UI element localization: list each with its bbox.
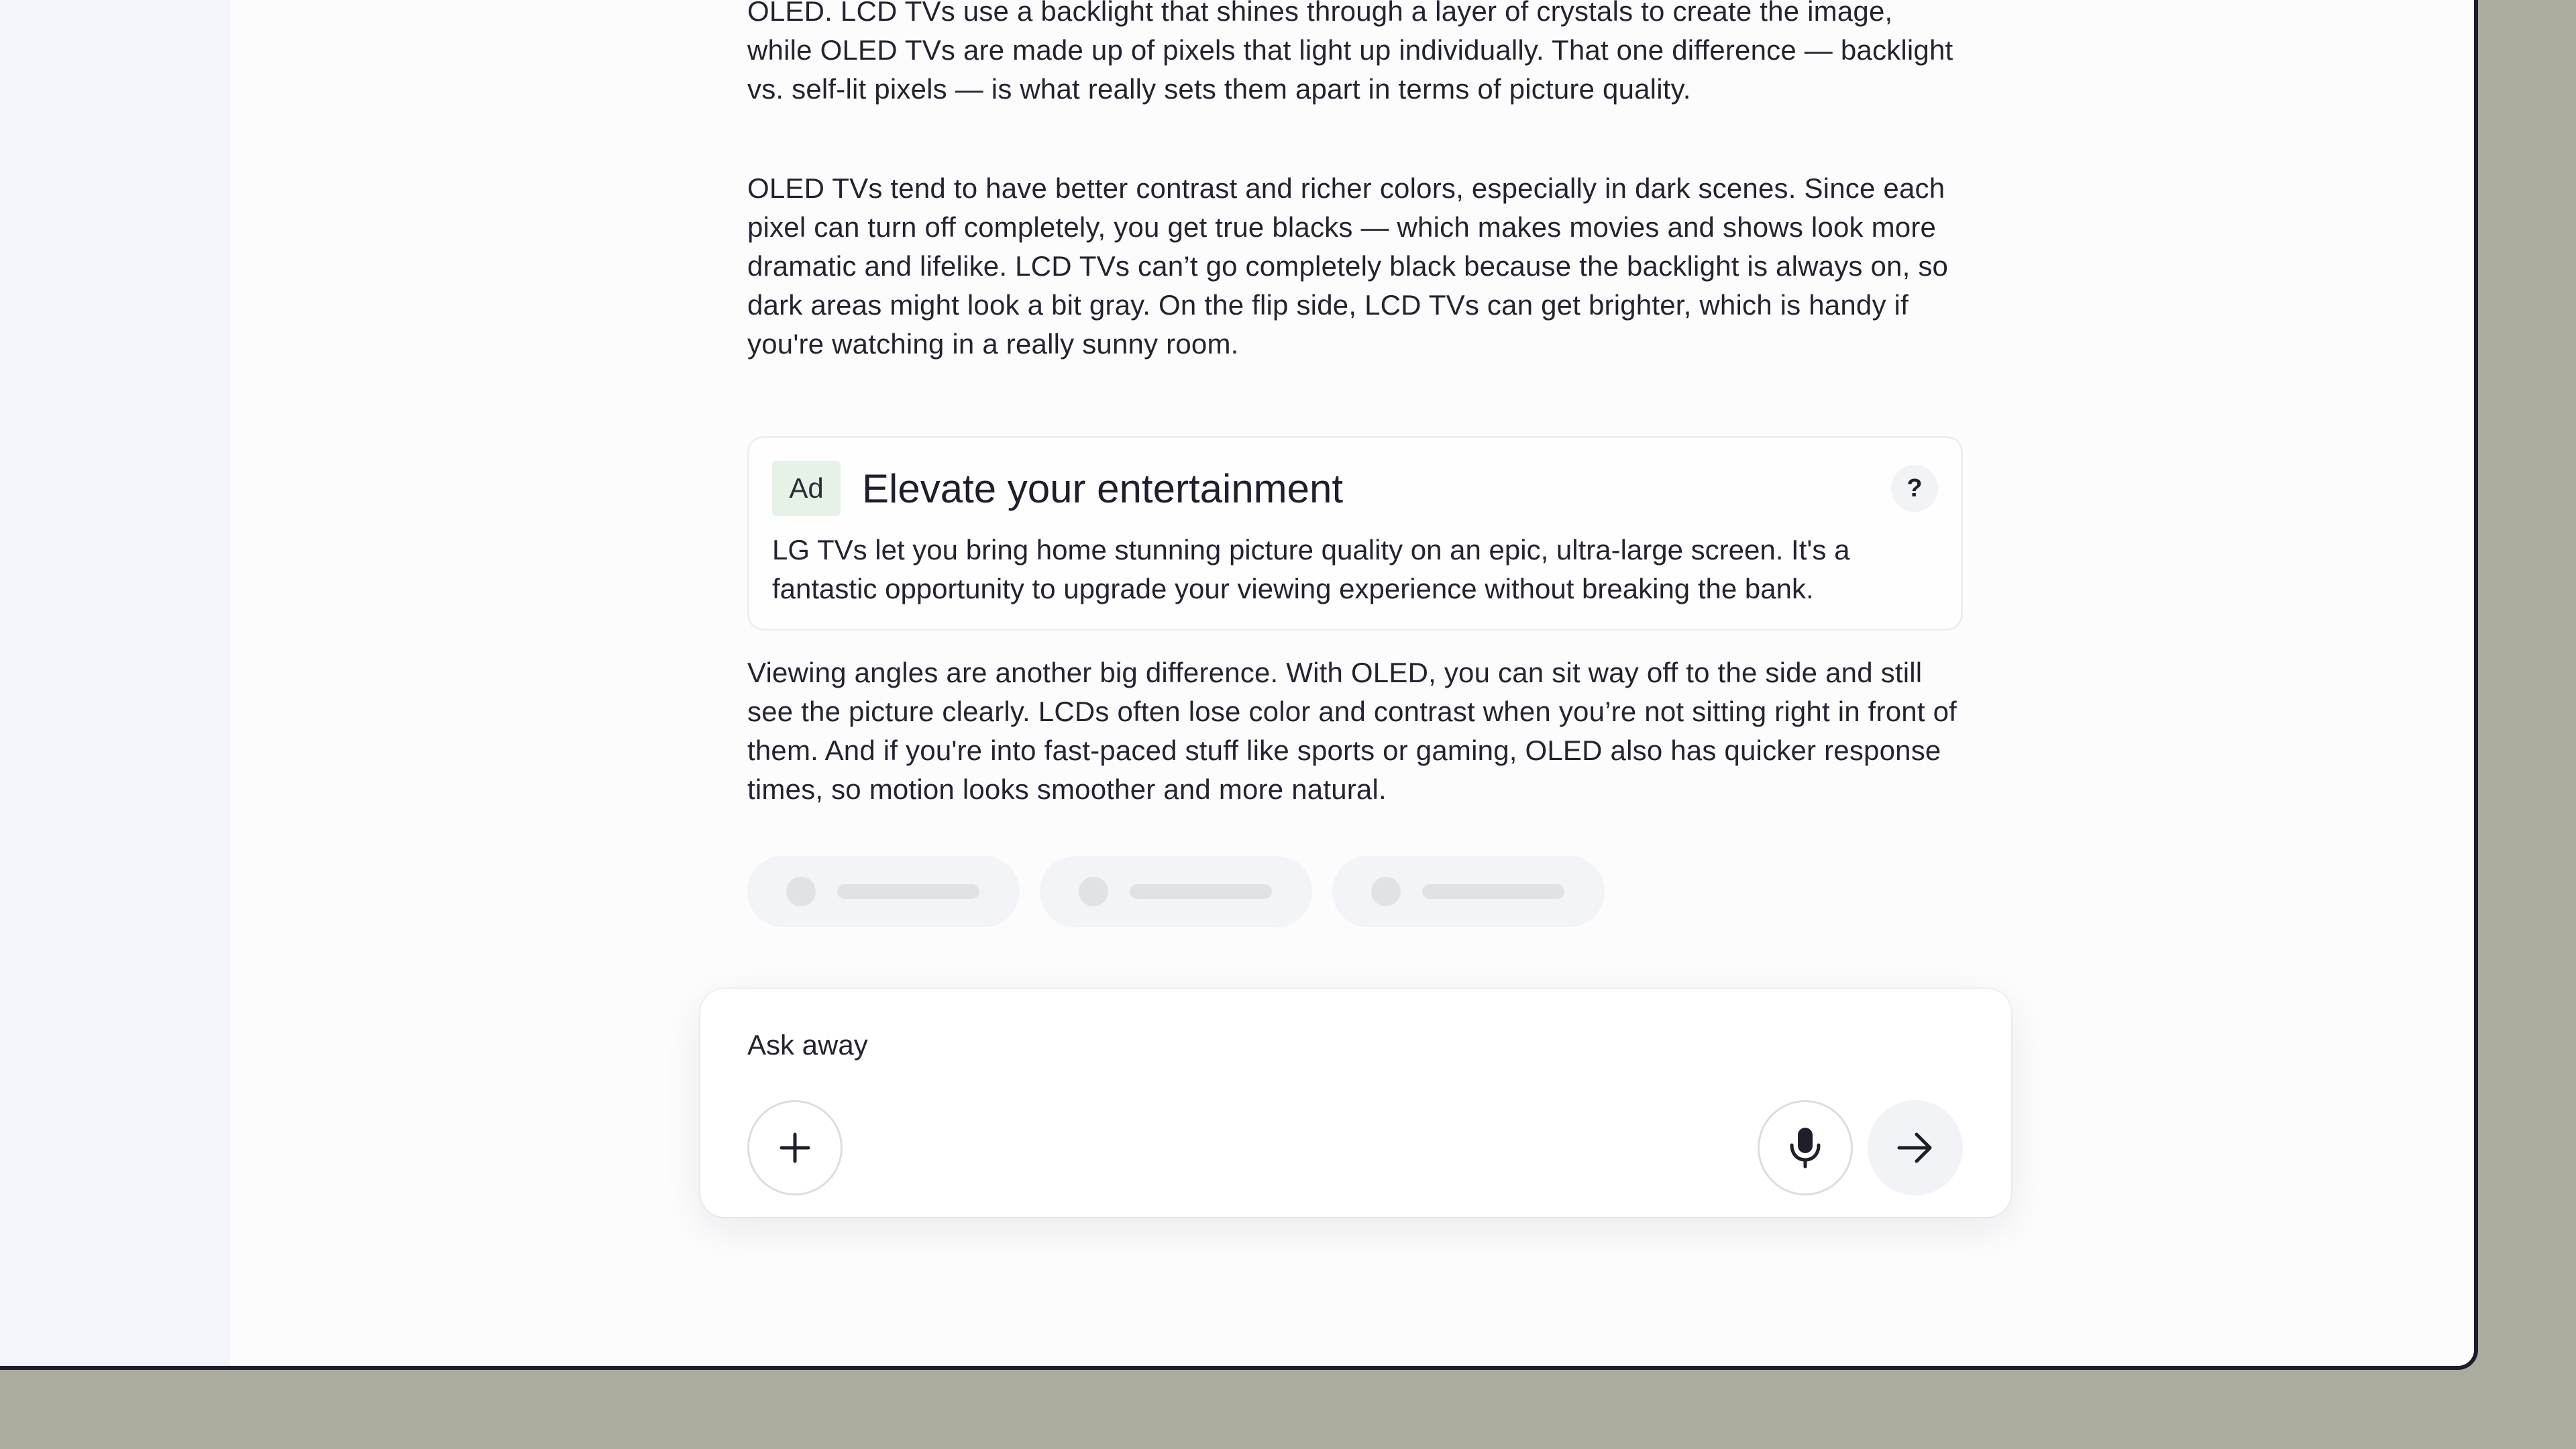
ad-body: LG TVs let you bring home stunning picture quality on an epic, ultra-large screen. It's a fantastic opportunity to upgrade your viewing experience without breaking the bank. — [772, 534, 1850, 604]
arrow-right-icon — [1896, 1130, 1934, 1165]
chip-text-placeholder — [1422, 884, 1564, 899]
chip-text-placeholder — [1130, 884, 1272, 899]
chip-text-placeholder — [837, 884, 979, 899]
chat-composer — [700, 989, 2011, 1217]
microphone-icon — [1788, 1126, 1823, 1169]
ask-input[interactable] — [747, 1025, 1888, 1065]
voice-input-button[interactable] — [1758, 1100, 1853, 1195]
send-button[interactable] — [1868, 1100, 1963, 1195]
plus-icon — [777, 1130, 812, 1165]
chip-icon-placeholder — [1371, 877, 1401, 906]
sidebar — [0, 0, 230, 1366]
suggestion-chips-loading — [747, 856, 1619, 927]
article-paragraph-2: OLED TVs tend to have better contrast and richer colors, especially in dark scenes. Since each pixel can turn off completely, you get true blacks — which makes movies and shows look more dramatic and lifelike. LCD TVs can’t go completely black because the backlight is always on, so dark areas might look a bit gray. On the flip side, LCD TVs can get brighter, which is handy if you're watching in a really sunny room. — [747, 172, 1949, 360]
ad-badge: Ad — [772, 461, 841, 516]
sponsored-ad-card[interactable] — [747, 436, 1963, 631]
article-paragraph-1: OLED. LCD TVs use a backlight that shines through a layer of crystals to create the image, while OLED TVs are made up of pixels that light up individually. That one difference — backlight vs. self-lit pixels — is what really sets them apart in terms of picture quality. — [747, 0, 1953, 105]
suggestion-chip-placeholder — [1040, 856, 1312, 927]
ad-title[interactable]: Elevate your entertainment — [862, 466, 1344, 511]
suggestion-chip-placeholder — [1332, 856, 1605, 927]
add-attachment-button[interactable] — [747, 1100, 843, 1195]
ad-help-button[interactable]: ? — [1891, 465, 1938, 512]
chip-icon-placeholder — [786, 877, 816, 906]
article-paragraph-3: Viewing angles are another big difference. With OLED, you can sit way off to the side and still see the picture clearly. LCDs often lose color and contrast when you’re not sitting right in front of them. And if you're into fast-paced stuff like sports or gaming, OLED also has quicker response times, so motion looks smoother and more natural. — [747, 657, 1957, 805]
chip-icon-placeholder — [1079, 877, 1108, 906]
suggestion-chip-placeholder — [747, 856, 1020, 927]
